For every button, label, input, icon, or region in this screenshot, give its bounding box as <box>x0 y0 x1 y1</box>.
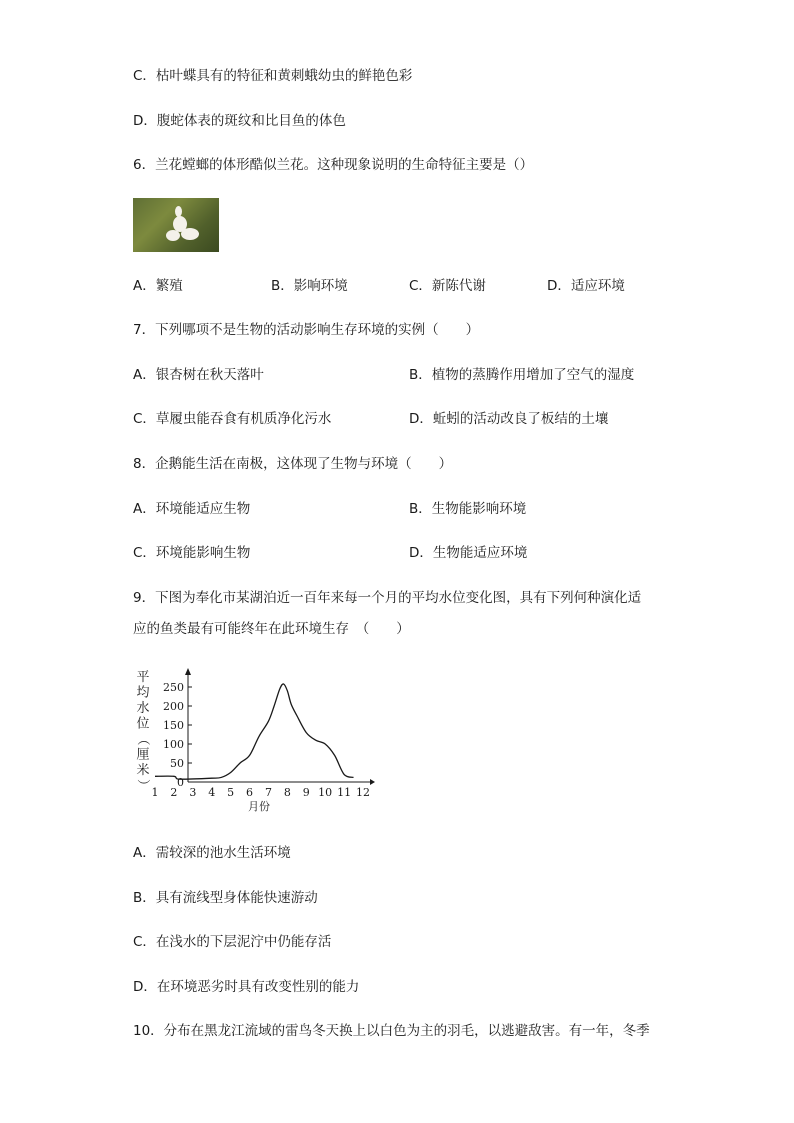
q6-stem: 6．兰花螳螂的体形酷似兰花。这种现象说明的生命特征主要是（） <box>133 157 534 173</box>
y-tick-label: 250 <box>163 681 184 694</box>
y-axis-label-char: 米 <box>136 763 150 778</box>
y-axis-label-char: 平 <box>136 670 150 685</box>
q6-option-c: C．新陈代谢 <box>409 278 486 294</box>
y-tick-label: 0 <box>177 776 184 789</box>
y-axis-label-char: ） <box>135 778 150 793</box>
x-tick-label: 4 <box>208 786 216 799</box>
q10-stem-line1: 10．分布在黑龙江流域的雷鸟冬天换上以白色为主的羽毛，以逃避敌害。有一年，冬季 <box>133 1023 650 1039</box>
q7-option-d: D．蚯蚓的活动改良了板结的土壤 <box>409 411 609 427</box>
x-tick-label: 2 <box>170 786 178 799</box>
q7-option-b: B．植物的蒸腾作用增加了空气的湿度 <box>409 367 635 383</box>
x-axis-arrow <box>370 779 375 785</box>
q9-option-b: B．具有流线型身体能快速游动 <box>133 890 318 906</box>
q9-stem-line2: 应的鱼类最有可能终年在此环境生存 （ ） <box>133 621 410 637</box>
x-tick-label: 6 <box>246 786 254 799</box>
q9-stem-line1: 9．下图为奉化市某湖泊近一百年来每一个月的平均水位变化图，具有下列何种演化适 <box>133 590 642 606</box>
q8-stem: 8．企鹅能生活在南极，这体现了生物与环境（ ） <box>133 456 453 472</box>
water-level-line <box>155 684 354 779</box>
q5-option-d: D．腹蛇体表的斑纹和比目鱼的体色 <box>133 113 346 129</box>
q7-stem: 7．下列哪项不是生物的活动影响生存环境的实例（ ） <box>133 322 480 338</box>
y-axis-label-char: 厘 <box>136 747 150 763</box>
y-axis-label-char: （ <box>135 732 150 746</box>
x-tick-label: 9 <box>302 786 310 799</box>
y-axis-arrow <box>185 668 191 675</box>
orchid-mantis-photo <box>133 198 219 252</box>
y-axis-label-char: 均 <box>136 685 150 701</box>
y-tick-label: 100 <box>163 738 184 751</box>
q6-option-d: D．适应环境 <box>547 278 625 294</box>
x-tick-label: 8 <box>283 786 291 799</box>
y-tick-label: 50 <box>170 757 184 770</box>
x-tick-label: 7 <box>264 786 272 799</box>
q6-option-b: B．影响环境 <box>271 278 348 294</box>
q7-option-c: C．草履虫能吞食有机质净化污水 <box>133 411 332 427</box>
x-tick-label: 10 <box>318 786 333 799</box>
y-axis-label-char: 水 <box>136 701 150 716</box>
q9-option-a: A．需较深的池水生活环境 <box>133 845 291 861</box>
q6-option-a: A．繁殖 <box>133 278 183 294</box>
y-axis-label-char: 位 <box>136 716 150 732</box>
q8-option-c: C．环境能影响生物 <box>133 545 251 561</box>
q7-option-a: A．银杏树在秋天落叶 <box>133 367 264 383</box>
y-tick-label: 200 <box>163 700 184 713</box>
q8-option-a: A．环境能适应生物 <box>133 501 251 517</box>
y-tick-label: 150 <box>163 719 184 732</box>
q9-option-d: D．在环境恶劣时具有改变性别的能力 <box>133 979 360 995</box>
q9-option-c: C．在浅水的下层泥泞中仍能存活 <box>133 934 332 950</box>
q5-option-c: C．枯叶蝶具有的特征和黄刺蛾幼虫的鲜艳色彩 <box>133 68 413 84</box>
water-level-chart <box>132 665 382 815</box>
x-tick-label: 11 <box>337 786 352 799</box>
x-tick-label: 12 <box>356 786 370 799</box>
q8-option-d: D．生物能适应环境 <box>409 545 528 561</box>
x-tick-label: 5 <box>227 786 235 799</box>
x-tick-label: 3 <box>189 786 197 799</box>
x-tick-label: 1 <box>151 786 159 799</box>
x-axis-label: 月份 <box>248 800 270 813</box>
q8-option-b: B．生物能影响环境 <box>409 501 527 517</box>
